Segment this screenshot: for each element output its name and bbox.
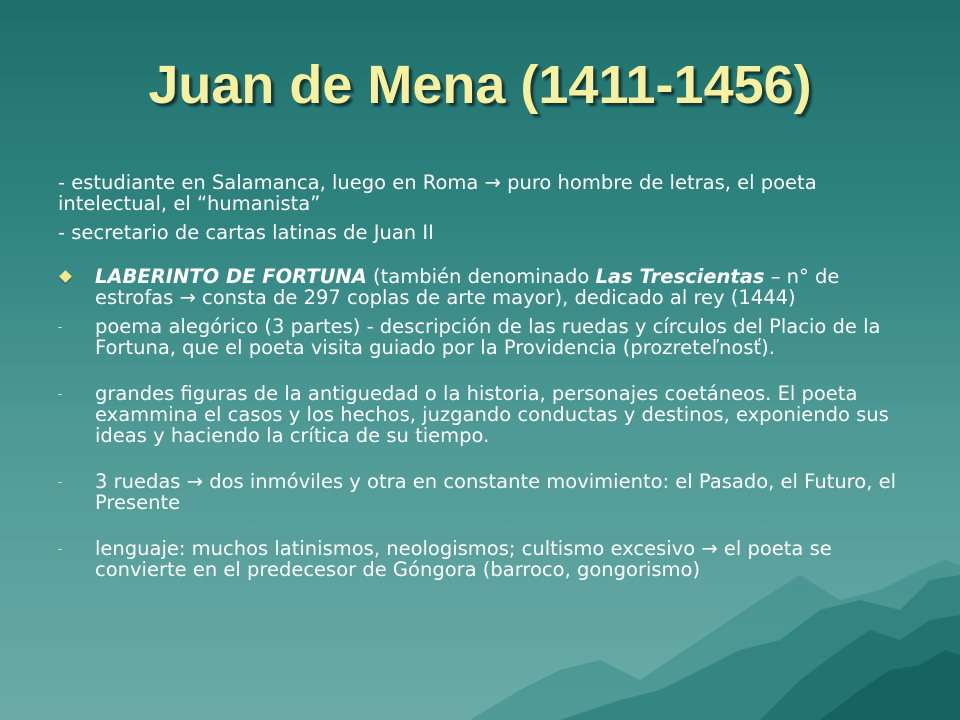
work-title: LABERINTO DE FORTUNA bbox=[95, 265, 367, 288]
dash-bullet: - bbox=[58, 475, 63, 489]
slide-title: Juan de Mena (1411-1456) bbox=[148, 55, 812, 115]
dash-bullet: - bbox=[58, 387, 63, 401]
diamond-bullet-icon bbox=[59, 270, 72, 283]
bullet-laberinto bbox=[58, 266, 908, 308]
list-item-text: 3 ruedas → dos inmóviles y otra en constante movimiento: el Pasado, el Futuro, el Presente bbox=[95, 470, 897, 514]
dash-bullet: - bbox=[58, 542, 63, 556]
bullet1-rest: – n° de estrofas → consta de 297 coplas de arte mayor), dedicado al rey (1444) bbox=[95, 265, 840, 309]
intro-line-1: - estudiante en Salamanca, luego en Roma → puro hombre de letras, el poeta intelectual, el “humanista” bbox=[58, 171, 817, 215]
list-item-text: poema alegórico (3 partes) - descripción de las ruedas y círculos del Placio de la Fortuna, que el poeta visita guiado por la Providencia (prozreteľnosť). bbox=[95, 315, 881, 359]
dash-bullet: - bbox=[58, 320, 63, 334]
slide-body bbox=[58, 172, 908, 580]
list-item bbox=[58, 538, 908, 580]
bullet1-mid: (también denominado bbox=[366, 265, 596, 288]
list-item-text: grandes figuras de la antiguedad o la historia, personajes coetáneos. El poeta exammina el casos y los hechos, juzgando conductas y destinos, exponiendo sus ideas y haciendo la crítica de su tiempo. bbox=[95, 382, 889, 447]
list-item bbox=[58, 316, 908, 358]
list-item-text: lenguaje: muchos latinismos, neologismos; cultismo excesivo → el poeta se convierte en el predecesor de Góngora (barroco, gongorismo) bbox=[95, 537, 832, 581]
work-alt-title: Las Trescientas bbox=[595, 265, 765, 288]
list-item bbox=[58, 383, 908, 446]
list-item bbox=[58, 471, 908, 513]
intro-line-2: - secretario de cartas latinas de Juan II bbox=[58, 221, 434, 244]
